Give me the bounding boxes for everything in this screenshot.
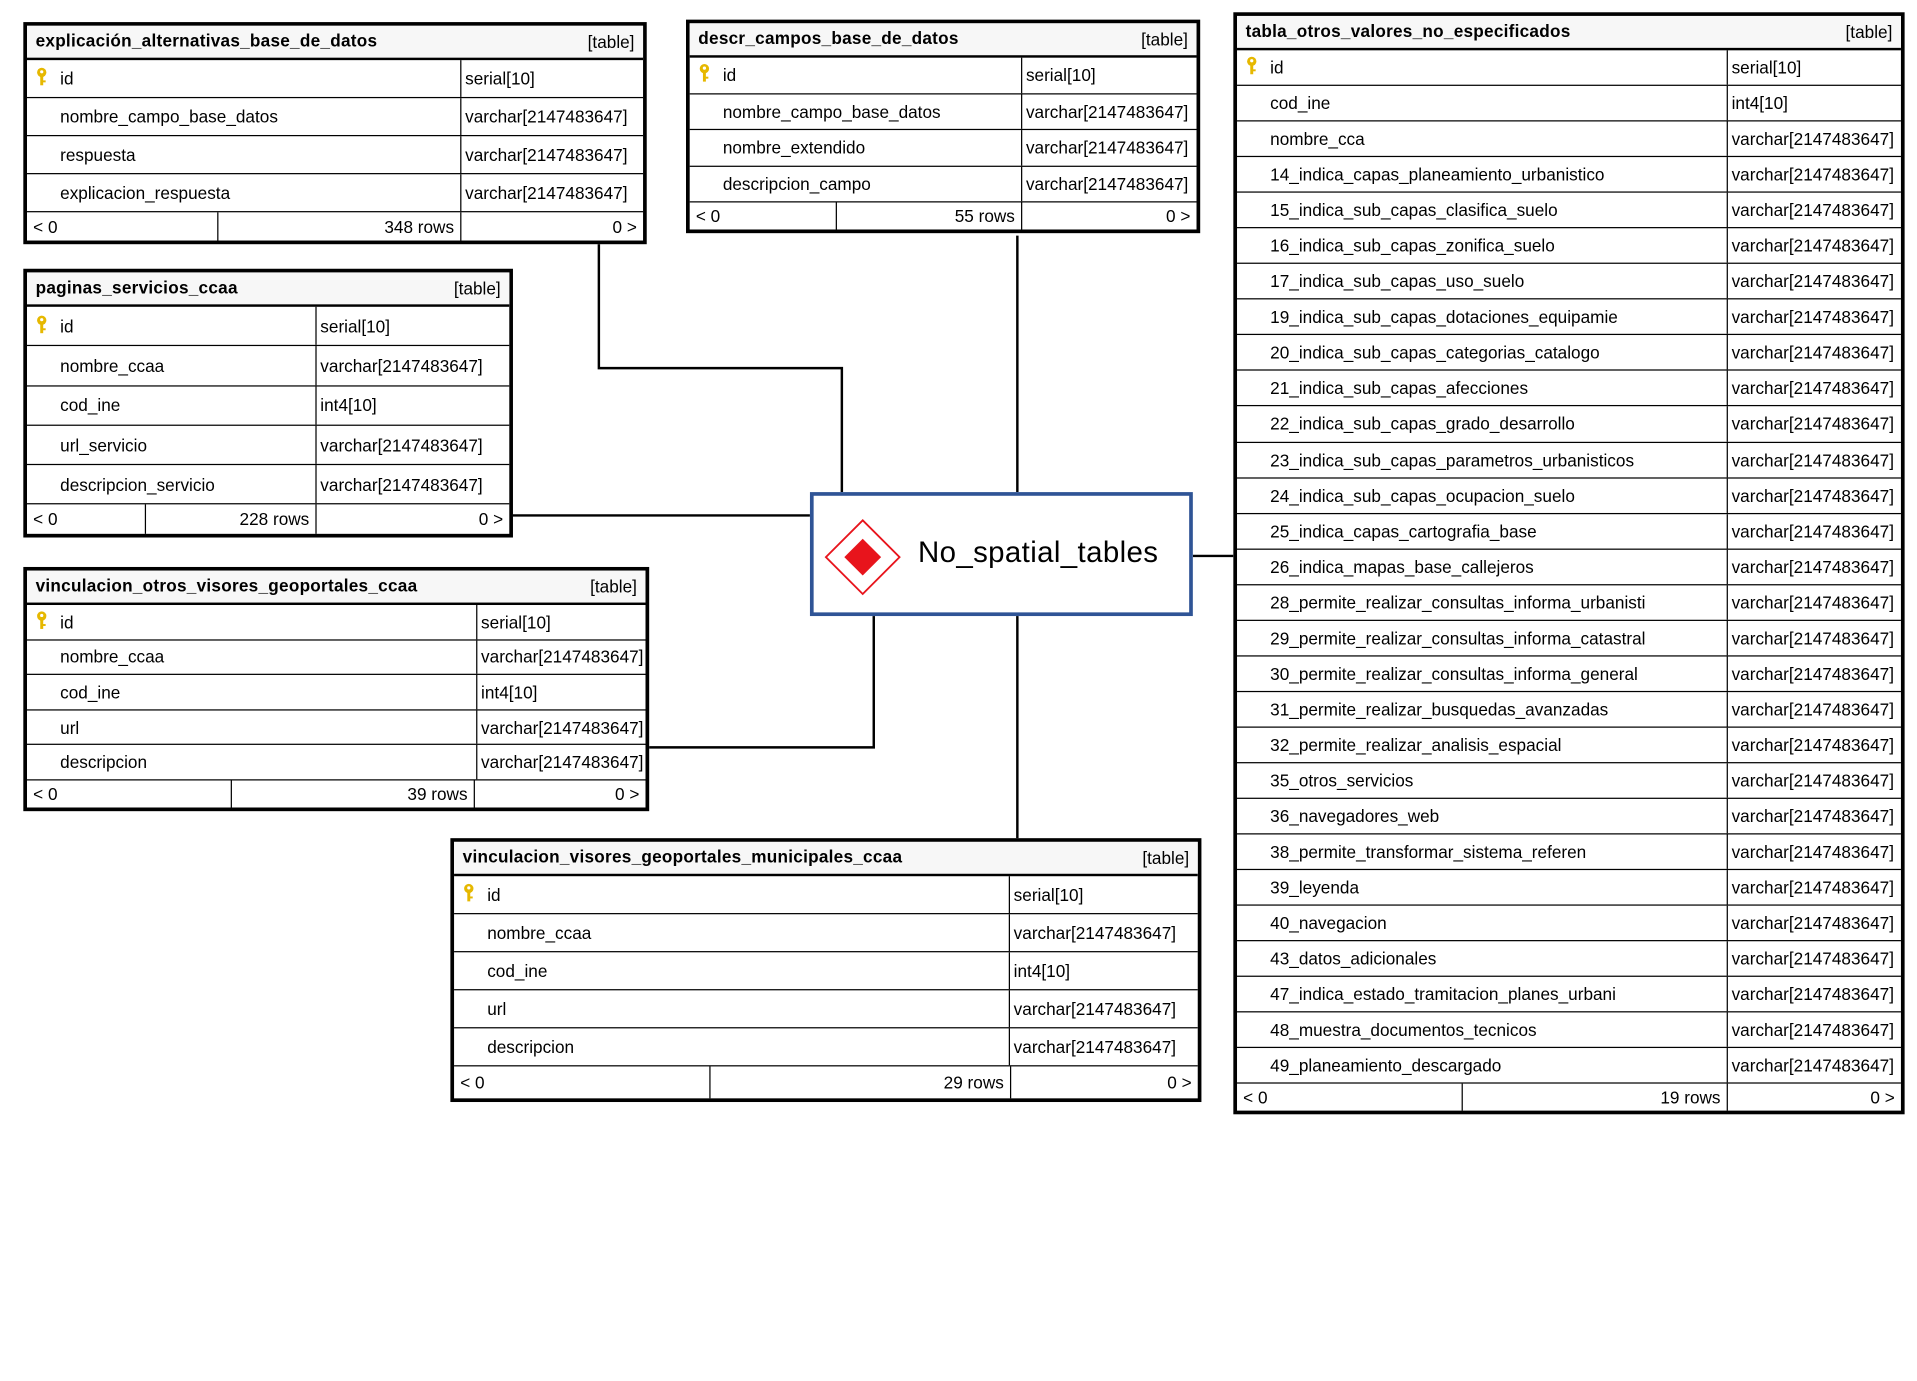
column-name-text: nombre_campo_base_datos — [722, 101, 941, 122]
row-count: 55 rows — [837, 202, 1022, 229]
column-type: varchar[2147483647] — [1731, 128, 1894, 149]
column-name — [27, 605, 477, 639]
column-type: varchar[2147483647] — [465, 182, 628, 203]
column-type: varchar[2147483647] — [1731, 877, 1894, 898]
column-name — [690, 58, 1023, 93]
row-count: 19 rows — [1463, 1084, 1728, 1111]
column-type: varchar[2147483647] — [1731, 806, 1894, 826]
table-row[interactable] — [1237, 870, 1901, 906]
row-count: 39 rows — [232, 780, 475, 807]
column-name-text: 22_indica_sub_capas_grado_desarrollo — [1270, 414, 1575, 434]
column-name — [27, 386, 317, 424]
prev-page-button[interactable]: < 0 — [690, 202, 837, 229]
column-name — [1237, 692, 1728, 726]
column-name — [1237, 86, 1728, 120]
table-row[interactable] — [1237, 300, 1901, 336]
column-type: varchar[2147483647] — [1013, 1036, 1177, 1057]
column-name-text: 14_indica_capas_planeamiento_urbanistico — [1270, 164, 1605, 185]
column-name — [1237, 122, 1728, 156]
column-type: serial[10] — [1731, 57, 1802, 78]
table-row[interactable] — [1237, 371, 1901, 407]
column-name — [27, 675, 477, 709]
table-tabla-otros-valores-no-especificados[interactable] — [1233, 12, 1904, 1114]
column-name — [1237, 157, 1728, 191]
column-name-text: descripcion_campo — [722, 173, 871, 194]
column-name-text: 17_indica_sub_capas_uso_suelo — [1270, 271, 1525, 292]
center-title: No_spatial_tables — [917, 536, 1159, 570]
table-tag: [table] — [1141, 29, 1188, 50]
table-tag: [table] — [1845, 22, 1893, 42]
column-name-text: id — [722, 65, 737, 85]
column-name — [1237, 50, 1728, 84]
column-name-text: respuesta — [60, 144, 136, 165]
column-name — [1237, 870, 1728, 904]
column-name — [1237, 407, 1728, 441]
table-row[interactable] — [27, 745, 646, 780]
column-type: varchar[2147483647] — [1731, 556, 1894, 577]
column-type: varchar[2147483647] — [1025, 101, 1189, 122]
table-row[interactable] — [454, 876, 1198, 914]
column-name-text: nombre_ccaa — [487, 922, 592, 943]
column-name-text: url — [60, 717, 80, 738]
column-type: varchar[2147483647] — [1731, 699, 1894, 719]
column-name-text: nombre_ccaa — [60, 355, 165, 376]
column-name-text: nombre_cca — [1270, 128, 1365, 149]
table-row[interactable] — [1237, 264, 1901, 300]
table-descr-campos-base-de-datos[interactable] — [686, 20, 1200, 234]
column-name — [1237, 335, 1728, 369]
next-page-button[interactable]: 0 > — [612, 216, 637, 237]
column-name — [27, 307, 317, 345]
column-type: serial[10] — [1013, 884, 1084, 905]
column-name — [27, 60, 461, 97]
column-name-text: 47_indica_estado_tramitacion_planes_urbani — [1270, 984, 1616, 1005]
table-tag: [table] — [1142, 847, 1190, 868]
table-row[interactable] — [1237, 86, 1901, 122]
row-count: 29 rows — [711, 1066, 1012, 1098]
column-name-text: 39_leyenda — [1270, 877, 1360, 898]
table-name: vinculacion_visores_geoportales_municipales_ccaa — [462, 846, 903, 867]
column-name — [27, 465, 317, 503]
column-type: serial[10] — [320, 316, 391, 336]
column-name-text: 30_permite_realizar_consultas_informa_general — [1270, 663, 1638, 684]
column-name-text: 19_indica_sub_capas_dotaciones_equipamie — [1270, 307, 1618, 327]
column-type: varchar[2147483647] — [320, 435, 483, 455]
column-name-text: cod_ine — [1270, 93, 1331, 113]
table-header — [690, 23, 1197, 57]
column-name — [27, 426, 317, 464]
table-row[interactable] — [27, 426, 509, 466]
table-header — [27, 272, 509, 306]
column-name-text: descripcion — [60, 752, 148, 773]
column-type: serial[10] — [481, 612, 551, 632]
table-row[interactable] — [454, 990, 1198, 1028]
column-name-text: 16_indica_sub_capas_zonifica_suelo — [1270, 235, 1555, 256]
key-icon — [36, 314, 48, 337]
column-name — [1237, 514, 1728, 548]
column-name — [1237, 1048, 1728, 1082]
column-type: varchar[2147483647] — [1731, 841, 1894, 862]
table-row[interactable] — [1237, 1048, 1901, 1084]
column-name — [1237, 549, 1728, 583]
column-name-text: 24_indica_sub_capas_ocupacion_suelo — [1270, 485, 1575, 506]
table-row[interactable] — [1237, 157, 1901, 193]
column-type: varchar[2147483647] — [1731, 485, 1894, 506]
table-tag: [table] — [590, 576, 637, 597]
row-count: 228 rows — [146, 505, 317, 534]
column-name — [454, 1028, 1010, 1065]
column-name-text: url_servicio — [60, 435, 148, 455]
key-icon — [36, 610, 48, 633]
column-name — [27, 174, 461, 211]
column-type: varchar[2147483647] — [1013, 998, 1177, 1019]
column-name-text: 36_navegadores_web — [1270, 806, 1440, 826]
key-icon — [698, 64, 710, 87]
column-name — [27, 640, 477, 674]
table-row[interactable] — [1237, 941, 1901, 977]
column-name — [690, 130, 1023, 165]
prev-page-button[interactable]: < 0 — [454, 1066, 710, 1098]
column-name-text: nombre_campo_base_datos — [60, 106, 278, 127]
column-name-text: id — [60, 68, 74, 89]
table-row[interactable] — [1237, 122, 1901, 158]
column-name — [1237, 799, 1728, 833]
column-name-text: descripcion — [487, 1036, 575, 1057]
table-row[interactable] — [27, 675, 646, 710]
column-type: varchar[2147483647] — [1731, 1055, 1894, 1076]
column-type: varchar[2147483647] — [481, 752, 644, 773]
column-name — [1237, 478, 1728, 512]
column-name-text: cod_ine — [60, 395, 121, 416]
column-name — [1237, 371, 1728, 405]
column-type: varchar[2147483647] — [1731, 592, 1894, 613]
table-row[interactable] — [1237, 1013, 1901, 1049]
column-name-text: id — [60, 316, 74, 336]
column-type: varchar[2147483647] — [1731, 948, 1894, 969]
column-name-text: 48_muestra_documentos_tecnicos — [1270, 1020, 1537, 1040]
column-type: int4[10] — [320, 395, 377, 416]
column-name — [1237, 941, 1728, 975]
table-row[interactable] — [1237, 906, 1901, 942]
column-name — [1237, 264, 1728, 298]
table-header — [27, 571, 646, 605]
next-page-button[interactable]: 0 > — [478, 509, 504, 530]
table-footer — [1237, 1084, 1901, 1111]
table-row[interactable] — [1237, 656, 1901, 692]
column-name-text: descripcion_servicio — [60, 474, 215, 495]
column-type: varchar[2147483647] — [1025, 137, 1189, 158]
column-name — [27, 710, 477, 744]
column-type: varchar[2147483647] — [481, 647, 644, 667]
column-type: varchar[2147483647] — [1731, 913, 1894, 933]
table-row[interactable] — [690, 58, 1197, 94]
prev-page-button[interactable]: < 0 — [27, 505, 146, 534]
column-name-text: cod_ine — [60, 682, 121, 702]
column-name-text: 28_permite_realizar_consultas_informa_urbanisti — [1270, 592, 1646, 613]
column-name — [1237, 585, 1728, 619]
table-row[interactable] — [690, 130, 1197, 166]
table-row[interactable] — [1237, 229, 1901, 265]
column-name-text: 49_planeamiento_descargado — [1270, 1055, 1502, 1076]
table-row[interactable] — [1237, 335, 1901, 371]
table-row[interactable] — [1237, 585, 1901, 621]
key-icon — [463, 883, 475, 906]
column-name — [1237, 300, 1728, 334]
column-name — [1237, 906, 1728, 940]
column-type: varchar[2147483647] — [320, 474, 483, 495]
prev-page-button[interactable]: < 0 — [27, 212, 218, 240]
table-row[interactable] — [27, 710, 646, 745]
column-type: varchar[2147483647] — [1731, 628, 1894, 648]
column-name — [690, 94, 1023, 129]
column-type: varchar[2147483647] — [1731, 342, 1894, 363]
column-type: varchar[2147483647] — [1731, 521, 1894, 541]
column-name — [27, 136, 461, 173]
column-name — [1237, 763, 1728, 797]
table-name: paginas_servicios_ccaa — [35, 277, 238, 297]
column-name — [454, 952, 1010, 989]
table-footer — [27, 212, 643, 240]
column-name-text: 23_indica_sub_capas_parametros_urbanisticos — [1270, 449, 1635, 470]
column-type: varchar[2147483647] — [1731, 449, 1894, 470]
table-vinculacion-visores-geoportales-municipales-ccaa[interactable] — [450, 838, 1201, 1102]
table-row[interactable] — [27, 60, 643, 98]
table-row[interactable] — [1237, 692, 1901, 728]
column-type: int4[10] — [481, 682, 538, 702]
table-row[interactable] — [1237, 835, 1901, 871]
table-footer — [454, 1066, 1198, 1098]
column-type: varchar[2147483647] — [465, 144, 628, 165]
column-name-text: nombre_ccaa — [60, 647, 165, 667]
column-name — [27, 98, 461, 135]
column-name-text: 31_permite_realizar_busquedas_avanzadas — [1270, 699, 1609, 719]
table-footer — [27, 780, 646, 807]
column-name — [1237, 656, 1728, 690]
table-header — [27, 26, 643, 60]
table-paginas-servicios-ccaa[interactable] — [23, 269, 513, 538]
table-row[interactable] — [690, 166, 1197, 202]
column-name — [1237, 835, 1728, 869]
table-tag: [table] — [453, 278, 501, 299]
column-name-text: id — [487, 884, 501, 905]
column-type: serial[10] — [465, 68, 535, 89]
table-name: descr_campos_base_de_datos — [698, 28, 959, 48]
column-name-text: explicacion_respuesta — [60, 182, 231, 203]
column-name-text: nombre_extendido — [722, 137, 866, 158]
column-name — [454, 990, 1010, 1027]
table-explicaci-n-alternativas-base-de-datos[interactable] — [23, 22, 646, 244]
column-name — [1237, 621, 1728, 655]
column-name-text: id — [60, 612, 74, 632]
column-name — [1237, 1013, 1728, 1047]
column-type: varchar[2147483647] — [1013, 922, 1177, 943]
column-name-text: 35_otros_servicios — [1270, 770, 1414, 791]
column-name-text: 20_indica_sub_capas_categorias_catalogo — [1270, 342, 1600, 363]
next-page-button[interactable]: 0 > — [1167, 1072, 1192, 1093]
column-name — [454, 914, 1010, 951]
table-row[interactable] — [454, 952, 1198, 990]
table-row[interactable] — [27, 174, 643, 212]
diamond-icon — [823, 518, 902, 597]
column-type: int4[10] — [1013, 960, 1071, 981]
prev-page-button[interactable]: < 0 — [1237, 1084, 1463, 1111]
column-type: varchar[2147483647] — [465, 106, 628, 127]
column-name-text: 21_indica_sub_capas_afecciones — [1270, 378, 1529, 399]
column-type: serial[10] — [1025, 65, 1096, 85]
column-name — [1237, 229, 1728, 263]
connector-explicacion — [599, 243, 842, 492]
table-row[interactable] — [27, 386, 509, 426]
column-name — [690, 166, 1023, 201]
column-type: varchar[2147483647] — [1731, 307, 1894, 327]
column-type: varchar[2147483647] — [1731, 271, 1894, 292]
table-footer — [690, 202, 1197, 229]
table-row[interactable] — [1237, 799, 1901, 835]
table-name: vinculacion_otros_visores_geoportales_ccaa — [35, 575, 418, 596]
table-footer — [27, 505, 509, 534]
column-type: varchar[2147483647] — [481, 717, 644, 738]
column-name-text: 15_indica_sub_capas_clasifica_suelo — [1270, 200, 1558, 220]
column-type: varchar[2147483647] — [1731, 984, 1894, 1005]
table-row[interactable] — [690, 94, 1197, 130]
column-type: varchar[2147483647] — [1731, 235, 1894, 256]
table-row[interactable] — [27, 640, 646, 675]
column-name-text: 29_permite_realizar_consultas_informa_catastral — [1270, 628, 1646, 648]
table-row[interactable] — [1237, 478, 1901, 514]
table-row[interactable] — [1237, 977, 1901, 1013]
table-row[interactable] — [27, 307, 509, 347]
table-row[interactable] — [27, 346, 509, 386]
column-name — [1237, 442, 1728, 476]
table-name: tabla_otros_valores_no_especificados — [1245, 20, 1571, 41]
table-row[interactable] — [1237, 763, 1901, 799]
key-icon — [1246, 56, 1258, 79]
next-page-button[interactable]: 0 > — [1870, 1087, 1895, 1108]
center-node[interactable] — [810, 492, 1193, 616]
table-tag: [table] — [587, 31, 635, 52]
row-count: 348 rows — [218, 212, 461, 240]
column-name — [1237, 193, 1728, 227]
column-name-text: 38_permite_transformar_sistema_referen — [1270, 841, 1587, 862]
column-type: varchar[2147483647] — [1731, 663, 1894, 684]
column-type: varchar[2147483647] — [1731, 164, 1894, 185]
column-type: varchar[2147483647] — [1731, 770, 1894, 791]
column-name-text: 25_indica_capas_cartografia_base — [1270, 521, 1537, 541]
table-row[interactable] — [454, 1028, 1198, 1066]
table-name: explicación_alternativas_base_de_datos — [35, 30, 378, 51]
table-row[interactable] — [1237, 514, 1901, 550]
table-row[interactable] — [27, 98, 643, 136]
column-name-text: id — [1270, 57, 1284, 78]
table-row[interactable] — [1237, 549, 1901, 585]
column-type: varchar[2147483647] — [1731, 414, 1894, 434]
table-row[interactable] — [1237, 621, 1901, 657]
column-type: varchar[2147483647] — [1731, 378, 1894, 399]
column-type: varchar[2147483647] — [1025, 173, 1189, 194]
next-page-button[interactable]: 0 > — [1166, 206, 1191, 226]
column-type: varchar[2147483647] — [1731, 200, 1894, 220]
table-row[interactable] — [27, 465, 509, 505]
table-row[interactable] — [27, 605, 646, 640]
table-row[interactable] — [454, 914, 1198, 952]
column-name-text: cod_ine — [487, 960, 548, 981]
column-type: int4[10] — [1731, 93, 1788, 113]
column-name — [27, 745, 477, 779]
column-name-text: url — [487, 998, 507, 1019]
table-row[interactable] — [1237, 50, 1901, 86]
column-name — [454, 876, 1010, 913]
table-row[interactable] — [1237, 442, 1901, 478]
column-name-text: 43_datos_adicionales — [1270, 948, 1437, 969]
table-vinculacion-otros-visores-geoportales-ccaa[interactable] — [23, 567, 649, 811]
column-type: varchar[2147483647] — [1731, 734, 1894, 755]
column-name — [1237, 728, 1728, 762]
connector-vinculacion-otros — [648, 616, 874, 747]
next-page-button[interactable]: 0 > — [614, 784, 640, 804]
column-name-text: 40_navegacion — [1270, 913, 1387, 933]
table-header — [454, 842, 1198, 876]
column-name-text: 26_indica_mapas_base_callejeros — [1270, 556, 1534, 577]
table-row[interactable] — [27, 136, 643, 174]
prev-page-button[interactable]: < 0 — [27, 780, 232, 807]
table-row[interactable] — [1237, 728, 1901, 764]
table-row[interactable] — [1237, 407, 1901, 443]
column-type: varchar[2147483647] — [1731, 1020, 1894, 1040]
column-name — [27, 346, 317, 384]
key-icon — [36, 67, 48, 90]
column-name-text: 32_permite_realizar_analisis_espacial — [1270, 734, 1562, 755]
table-header — [1237, 16, 1901, 50]
table-row[interactable] — [1237, 193, 1901, 229]
column-name — [1237, 977, 1728, 1011]
column-type: varchar[2147483647] — [320, 355, 483, 376]
